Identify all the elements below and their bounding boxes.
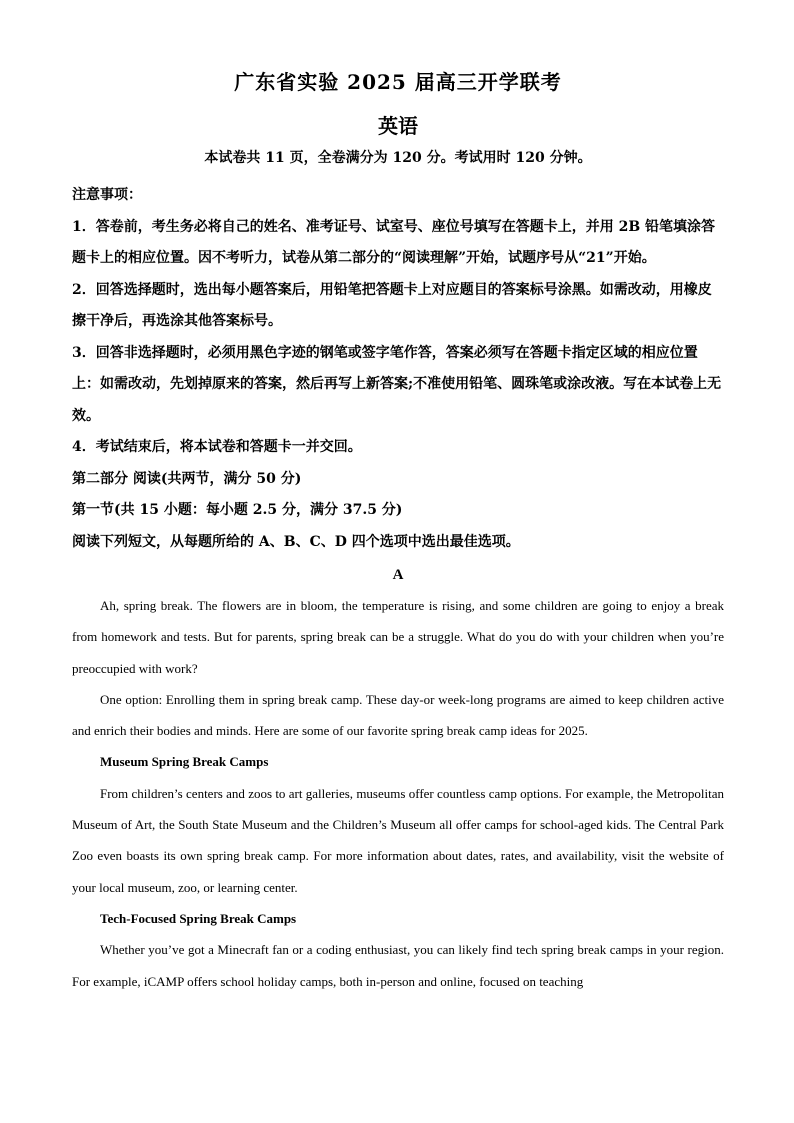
exam-page	[72, 68, 724, 997]
note-item-1: 1．答卷前，考生务必将自己的姓名、准考证号、试室号、座位号填写在答题卡上，并用 2B 铅笔填涂答题卡上的相应位置。因不考听力，试卷从第二部分的“阅读理解”开始，试题序号从“21”开始。	[72, 218, 716, 266]
section-instruction: 阅读下列短文，从每题所给的 A、B、C、D 四个选项中选出最佳选项。	[72, 533, 520, 550]
exam-info: 本试卷共 11 页，全卷满分为 120 分。考试用时 120 分钟。	[204, 150, 592, 166]
part-title: 第二部分 阅读(共两节，满分 50 分)	[72, 470, 302, 487]
note-item-2: 2．回答选择题时，选出每小题答案后，用铅笔把答题卡上对应题目的答案标号涂黑。如需改动，用橡皮擦干净后，再选涂其他答案标号。	[72, 281, 712, 329]
note-item-3: 3．回答非选择题时，必须用黑色字迹的钢笔或签字笔作答，答案必须写在答题卡指定区域的相应位置上：如需改动，先划掉原来的答案，然后再写上新答案;不准使用铅笔、圆珠笔或涂改液。写在本试卷上无效。	[72, 344, 722, 424]
section-title: 第一节(共 15 小题：每小题 2.5 分，满分 37.5 分)	[72, 502, 403, 518]
passage-subheading-museum: Museum Spring Break Camps	[100, 754, 269, 770]
passage-paragraph-4: Whether you’ve got a Minecraft fan or a coding enthusiast, you can likely find tech spring break camps in your region. For example, iCAMP offers school holiday camps, both in-person and online, focused on teaching	[72, 942, 724, 989]
note-item-4: 4．考试结束后，将本试卷和答题卡一并交回。	[72, 439, 362, 455]
notes-heading: 注意事项：	[72, 187, 142, 203]
exam-title: 广东省实验 2025 届高三开学联考	[234, 70, 562, 94]
passage-paragraph-2: One option: Enrolling them in spring break camp. These day-or week-long programs are aimed to keep children active and enrich their bodies and minds. Here are some of our favorite spring break camp ideas for 2025.	[72, 691, 724, 739]
passage-paragraph-1: Ah, spring break. The flowers are in bloom, the temperature is rising, and some children are going to enjoy a break from homework and tests. But for parents, spring break can be a struggle. What do you do with your children when you’re preoccupied with work?	[72, 598, 724, 676]
passage-subheading-tech: Tech-Focused Spring Break Camps	[100, 910, 297, 926]
subject-title: 英语	[378, 114, 418, 138]
passage-label: A	[392, 567, 404, 583]
passage-paragraph-3: From children’s centers and zoos to art galleries, museums offer countless camp options. For example, the Metropolitan Museum of Art, the South State Museum and the Children’s Museum all offer camps for school-aged kids. The Central Park Zoo even boasts its own spring break camp. For more information about dates, rates, and availability, visit the website of your local museum, zoo, or learning center.	[72, 785, 724, 895]
